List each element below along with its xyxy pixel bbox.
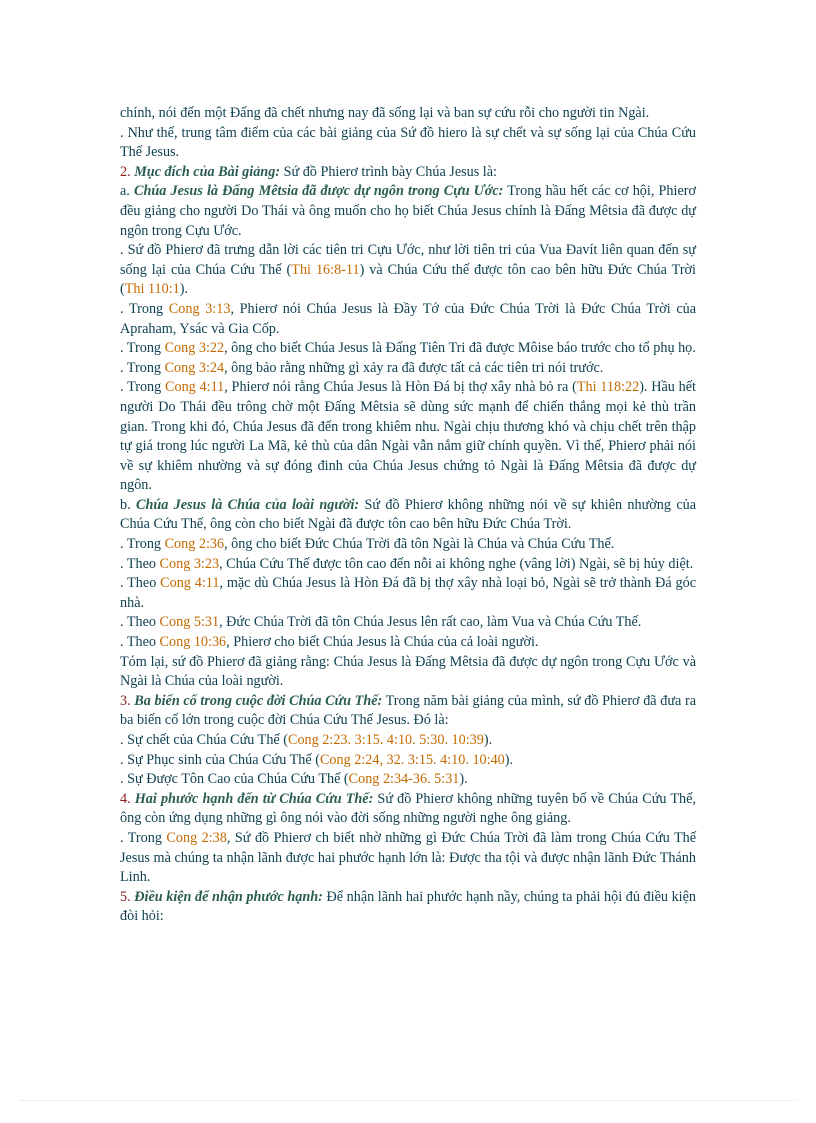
section-heading: Điều kiện để nhận phước hạnh:	[134, 888, 323, 905]
scripture-reference: Cong 3:13	[168, 300, 231, 317]
paragraph-text: Trong hầu hết các cơ hội, Phierơ đều giảng cho người Do Thái và ông muốn cho họ biết Chúa Jesus chính là Đấng Mêtsia đã được dự ngôn trong Cựu Ước.	[120, 183, 696, 239]
section-number: 5.	[120, 888, 135, 905]
scripture-reference: Thi 118:22	[576, 379, 640, 396]
paragraph-text: Sứ đồ Phierơ trình bày Chúa Jesus là:	[280, 163, 497, 180]
paragraph-text: . Trong	[120, 300, 169, 317]
document-body	[120, 104, 696, 927]
paragraph-text: ).	[179, 281, 189, 298]
paragraph-text: Để nhận lãnh hai phước hạnh nầy, chúng ta phải hội đủ điều kiện đòi hỏi:	[120, 888, 697, 925]
paragraph	[120, 163, 696, 183]
section-number: 4.	[120, 790, 135, 807]
scripture-reference: Cong 3:22	[164, 340, 225, 357]
paragraph-text: . Sự Phục sinh của Chúa Cứu Thế (	[120, 751, 320, 768]
paragraph	[120, 731, 696, 751]
section-heading: Chúa Jesus là Chúa của loài người:	[135, 496, 360, 513]
scripture-reference: Cong 2:24, 32. 3:15. 4:10. 10:40	[319, 751, 505, 768]
paragraph-text: Tóm lại, sứ đồ Phierơ đã giảng rằng: Chúa Jesus là Đấng Mêtsia đã được dự ngôn trong Cựu Ước và Ngài là Chúa của loài người.	[120, 653, 696, 690]
paragraph	[120, 574, 696, 613]
paragraph-text: . Theo	[120, 634, 160, 651]
paragraph-text: . Trong	[120, 379, 166, 396]
paragraph	[120, 751, 696, 771]
section-heading: Mục đích của Bài giảng:	[134, 163, 281, 180]
paragraph	[120, 692, 696, 731]
paragraph-text: ).	[504, 751, 514, 768]
paragraph	[120, 378, 696, 496]
paragraph-text: ) và Chúa Cứu thế được tôn cao bên hữu Đức Chúa Trời (	[120, 261, 697, 298]
paragraph	[120, 496, 696, 535]
paragraph	[120, 633, 696, 653]
paragraph	[120, 124, 696, 163]
paragraph-text: , ông bảo rằng những gì xảy ra đã được tất cả các tiên tri nói trước.	[224, 359, 604, 376]
page-bottom-rule	[20, 1100, 796, 1101]
paragraph-text: . Theo	[120, 555, 160, 572]
scripture-reference: Thi 16:8-11	[291, 261, 360, 278]
section-heading: Ba biến cố trong cuộc đời Chúa Cứu Thế:	[134, 692, 383, 709]
paragraph	[120, 613, 696, 633]
paragraph-text: . Trong	[120, 340, 165, 357]
scripture-reference: Cong 2:38	[166, 829, 227, 846]
paragraph-text: , mặc dù Chúa Jesus là Hòn Đá đã bị thợ xây nhà loại bỏ, Ngài sẽ trở thành Đá góc nhà.	[120, 575, 696, 611]
paragraph-text: , Phierơ nói Chúa Jesus là Đầy Tớ của Đức Chúa Trời là Đức Chúa Trời của Apraham, Ysác và Gia Cốp.	[120, 300, 697, 337]
paragraph	[120, 535, 696, 555]
paragraph	[120, 653, 696, 692]
paragraph-text: . Theo	[120, 575, 161, 592]
paragraph	[120, 182, 696, 241]
paragraph-text: , Phierơ cho biết Chúa Jesus là Chúa của cả loài người.	[226, 634, 539, 651]
paragraph-text: , Phierơ nói rằng Chúa Jesus là Hòn Đá bị thợ xây nhà bỏ ra (	[224, 379, 577, 396]
scripture-reference: Cong 3:24	[164, 359, 225, 376]
paragraph	[120, 829, 696, 888]
paragraph	[120, 555, 696, 575]
paragraph-text: , Sứ đồ Phierơ ch biết nhờ những gì Đức Chúa Trời đã làm trong Chúa Cứu Thế Jesus mà chúng ta nhận lãnh được hai phước hạnh lớn là: Được tha tội và được nhận lãnh Đức Thánh Linh.	[120, 829, 697, 886]
paragraph	[120, 770, 696, 790]
paragraph	[120, 104, 696, 124]
paragraph-text: , Đức Chúa Trời đã tôn Chúa Jesus lên rất cao, làm Vua và Chúa Cứu Thế.	[219, 614, 642, 631]
paragraph	[120, 300, 696, 339]
paragraph-text: , ông cho biết Đức Chúa Trời đã tôn Ngài là Chúa và Chúa Cứu Thế.	[224, 536, 615, 553]
paragraph-text: ).	[459, 771, 468, 788]
paragraph-text: ). Hầu hết người Do Thái đều trông chờ một Đấng Mêtsia sẽ dùng sức mạnh để chiến thắng mọi kẻ thù trần gian. Trong khi đó, Chúa Jesus đã đến trong khiêm nhu. Ngài chịu thương khó và chịu chết trên thập tự giá trong lúc người La Mã, kẻ thù của dân Ngài vẫn nắm giữ chính quyền. Vì thế, Phierơ phải nói về sự khiêm nhường và sự đóng đinh của Chúa Jesus chứng tỏ Ngài là Đấng Mêtsia đã được dự ngôn.	[120, 379, 696, 494]
scripture-reference: Cong 4:11	[160, 575, 220, 592]
scripture-reference: Thi 110:1	[124, 281, 180, 298]
paragraph-text: chính, nói đến một Đấng đã chết nhưng nay đã sống lại và ban sự cứu rỗi cho người tin Ngài.	[120, 105, 650, 121]
paragraph-text: b.	[120, 496, 136, 513]
scripture-reference: Cong 4:11	[165, 379, 225, 396]
section-heading: Chúa Jesus là Đấng Mêtsia đã được dự ngôn trong Cựu Ước:	[134, 183, 504, 200]
scripture-reference: Cong 5:31	[159, 614, 220, 631]
paragraph-text: Sứ đồ Phierơ không những tuyên bố về Chúa Cứu Thế, ông còn ứng dụng những gì ông nói vào đời sống những người nghe ông giảng.	[120, 790, 696, 827]
paragraph-text: . Theo	[120, 614, 160, 631]
section-number: 3.	[120, 692, 135, 709]
paragraph-text: , ông cho biết Chúa Jesus là Đấng Tiên Tri đã được Môise báo trước cho tổ phụ họ.	[224, 340, 696, 357]
scripture-reference: Cong 3:23	[159, 555, 220, 572]
scripture-reference: Cong 2:36	[164, 536, 225, 553]
paragraph-text: . Sự Được Tôn Cao của Chúa Cứu Thế (	[120, 771, 349, 788]
paragraph	[120, 339, 696, 359]
scripture-reference: Cong 10:36	[159, 634, 227, 651]
scripture-reference: Cong 2:34-36. 5:31	[348, 771, 460, 788]
paragraph-text: . Như thế, trung tâm điểm của các bài giảng của Sứ đồ hiero là sự chết và sự sống lại của Chúa Cứu Thế Jesus.	[120, 124, 696, 161]
paragraph-text: , Chúa Cứu Thế được tôn cao đến nỗi ai không nghe (vâng lời) Ngài, sẽ bị hủy diệt.	[219, 555, 694, 572]
paragraph	[120, 790, 696, 829]
paragraph-text: . Trong	[120, 359, 165, 376]
paragraph	[120, 888, 696, 927]
paragraph-text: Trong năm bài giảng của mình, sứ đồ Phierơ đã đưa ra ba biến cố lớn trong cuộc đời Chúa Cứu Thế Jesus. Đó là:	[120, 692, 697, 729]
paragraph-text: . Sự chết của Chúa Cứu Thế (	[120, 732, 288, 748]
scripture-reference: Cong 2:23. 3:15. 4:10. 5:30. 10:39	[288, 732, 484, 748]
paragraph-text: Sứ đồ Phierơ không những nói về sự khiên nhường của Chúa Cứu Thế, ông còn cho biết Ngài đã được tôn cao bên hữu Đức Chúa Trời.	[120, 496, 697, 533]
paragraph	[120, 359, 696, 379]
paragraph	[120, 241, 696, 300]
paragraph-text: ).	[483, 732, 493, 748]
section-number: 2.	[120, 163, 135, 180]
paragraph-text: . Trong	[120, 829, 167, 846]
paragraph-text: a.	[120, 183, 134, 200]
section-heading: Hai phước hạnh đến từ Chúa Cứu Thế:	[134, 790, 374, 807]
paragraph-text: . Trong	[120, 536, 165, 553]
paragraph-text: . Sứ đồ Phierơ đã trưng dẫn lời các tiên tri Cựu Ước, như lời tiên tri của Vua Đavít liên quan đến sự sống lại của Chúa Cứu Thế (	[120, 242, 696, 278]
